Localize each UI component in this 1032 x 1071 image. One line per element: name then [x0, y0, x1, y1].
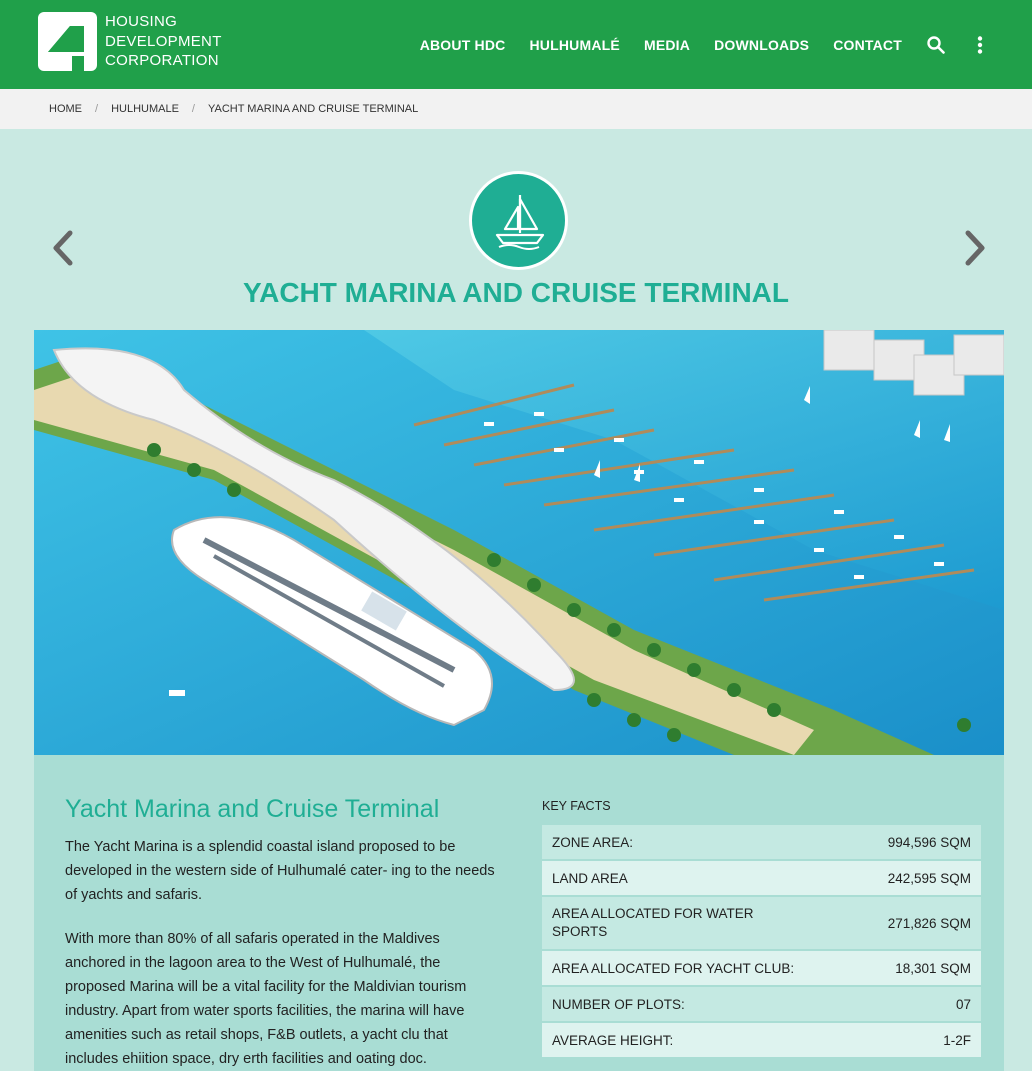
previous-arrow-icon[interactable] [50, 229, 76, 267]
brand-line-1: HOUSING [105, 13, 178, 30]
details-paragraph: With more than 80% of all safaris operated in the Maldives anchored in the lagoon area to the West of Hulhumalé, the proposed Marina will be a vital facility for the Maldivian tourism industry. Apart from water sports facilities, the marina will have amenities such as retail shops, F&B outlets, a yacht clu that includes ehiition space, dry erth facilities and oating doc. [65, 931, 467, 1067]
fact-value: 242,595 SQM [887, 870, 971, 886]
nav-downloads[interactable]: DOWNLOADS [714, 36, 810, 53]
marina-rendering-image [34, 330, 1004, 755]
content-panel [34, 755, 1004, 1071]
fact-value: 271,826 SQM [887, 915, 971, 931]
nav-media[interactable]: MEDIA [643, 36, 691, 53]
fact-key: AREA ALLOCATED FOR YACHT CLUB: [552, 960, 795, 976]
fact-value: 18,301 SQM [895, 960, 971, 976]
search-icon[interactable] [926, 35, 946, 55]
fact-value: 1-2F [943, 1032, 971, 1048]
main-nav [420, 0, 1032, 89]
fact-row [542, 1021, 981, 1057]
nav-contact[interactable]: CONTACT [833, 36, 902, 53]
hdc-logo[interactable] [38, 12, 222, 71]
breadcrumb-current: YACHT MARINA AND CRUISE TERMINAL [207, 103, 419, 115]
section-title: Yacht Marina and Cruise Terminal [65, 795, 440, 823]
fact-value: 994,596 SQM [887, 834, 971, 850]
key-facts-label: KEY FACTS [542, 799, 611, 813]
fact-key: ZONE AREA: [552, 834, 634, 850]
breadcrumb-hulhumale[interactable]: HULHUMALE [111, 103, 179, 115]
fact-row [542, 895, 981, 949]
fact-row [542, 985, 981, 1021]
breadcrumb-separator: / [191, 103, 195, 115]
sailboat-icon [469, 171, 568, 270]
hero-section [0, 129, 1032, 1071]
breadcrumb-separator: / [95, 103, 99, 115]
fact-key: LAND AREA [552, 870, 628, 886]
page-title: YACHT MARINA AND CRUISE TERMINAL [243, 277, 789, 308]
intro-paragraph: The Yacht Marina is a splendid coastal island proposed to be developed in the western side of Hulhumalé cater- ing to the needs of yachts and safaris. [65, 839, 495, 903]
fact-key: NUMBER OF PLOTS: [552, 996, 685, 1012]
fact-row [542, 823, 981, 859]
next-arrow-icon[interactable] [962, 229, 988, 267]
fact-row [542, 949, 981, 985]
nav-hulhumale[interactable]: HULHUMALÉ [529, 36, 620, 53]
breadcrumb [0, 89, 1032, 129]
fact-row [542, 859, 981, 895]
brand-line-2: DEVELOPMENT [105, 32, 222, 50]
fact-value: 07 [955, 996, 971, 1012]
kebab-menu-icon[interactable] [970, 35, 990, 55]
key-facts-table [542, 823, 981, 1057]
fact-key: AREA ALLOCATED FOR WATER SPORTS [552, 906, 754, 939]
hdc-logo-mark-icon [38, 12, 97, 71]
brand-name [105, 12, 222, 71]
fact-key: AVERAGE HEIGHT: [552, 1032, 674, 1048]
brand-line-3: CORPORATION [105, 52, 219, 69]
site-header [0, 0, 1032, 89]
nav-about-hdc[interactable]: ABOUT HDC [419, 36, 506, 53]
breadcrumb-home[interactable]: HOME [49, 103, 82, 115]
